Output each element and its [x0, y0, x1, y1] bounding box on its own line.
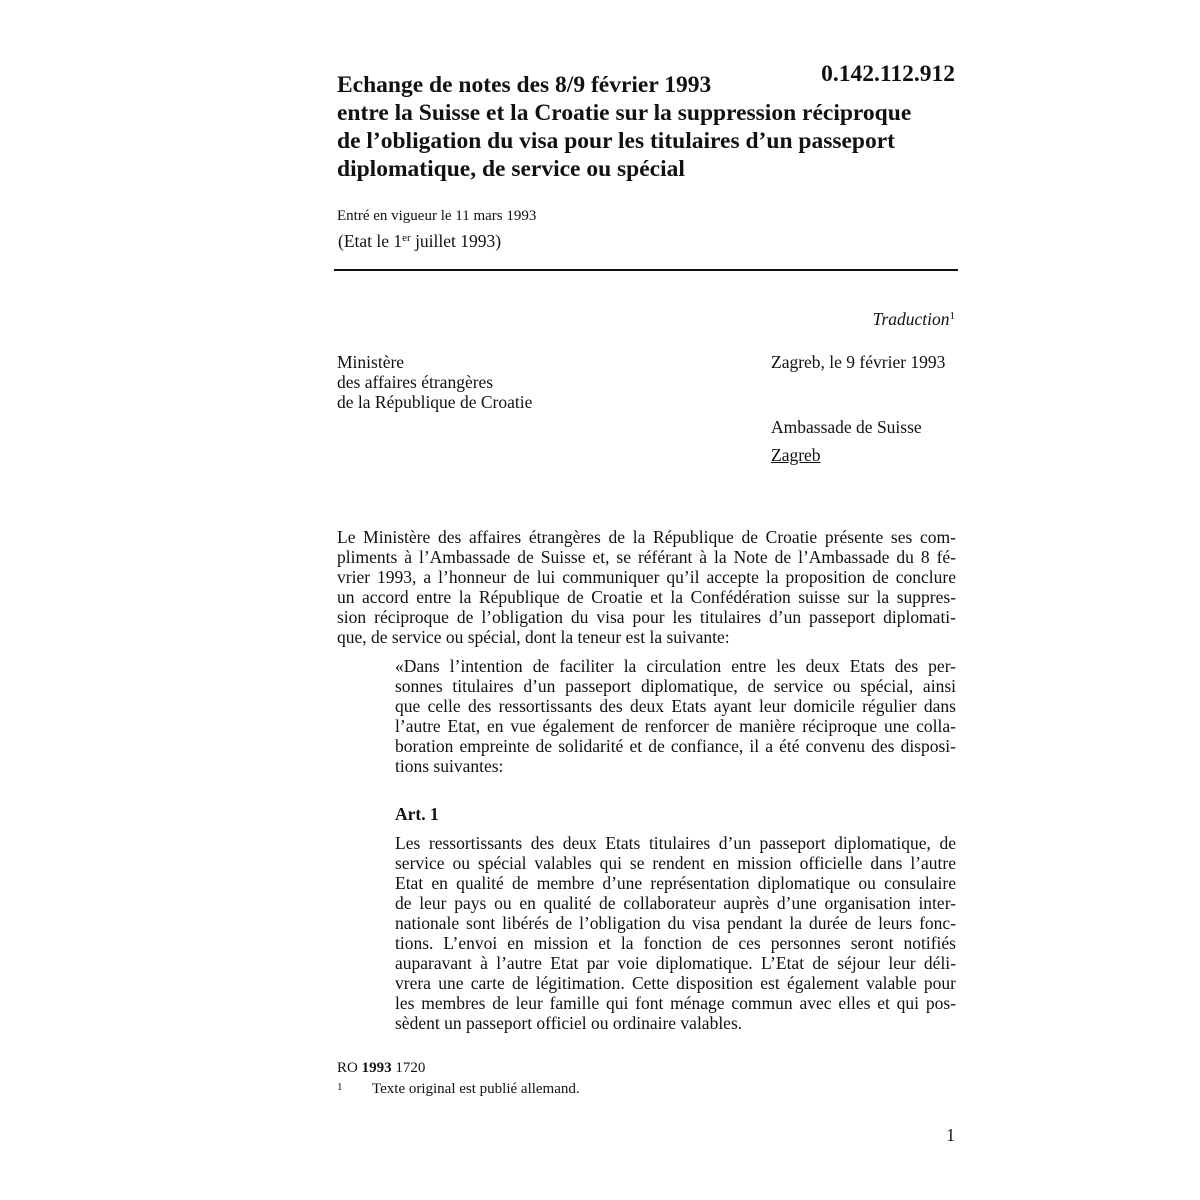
paragraph-line: Etat en qualité de membre d’une représentation diplomatique ou consulaire: [395, 873, 956, 893]
footnote-ref[interactable]: 1: [949, 310, 955, 322]
paragraph-line: Les ressortissants des deux Etats titulaires d’un passeport diplomatique, de: [395, 833, 956, 853]
title-line: de l’obligation du visa pour les titulaires d’un passeport: [337, 128, 896, 154]
paragraph-line: que, de service ou spécial, dont la teneur est la suivante:: [337, 627, 730, 647]
paragraph-line: un accord entre la République de Croatie et la Confédération suisse sur la suppres-: [337, 587, 956, 607]
translation-label: Traduction: [872, 309, 950, 329]
sender-block: [337, 352, 532, 412]
header-divider: [334, 269, 958, 271]
sender-line: des affaires étrangères: [337, 372, 494, 392]
place-date: Zagreb, le 9 février 1993: [771, 352, 946, 372]
paragraph-line: «Dans l’intention de faciliter la circulation entre les deux Etats des per-: [395, 656, 956, 676]
state-superscript: er: [402, 232, 411, 244]
ro-page: 1720: [391, 1060, 426, 1076]
paragraph-line: auparavant à l’autre Etat par voie diplomatique. L’Etat de séjour leur déli-: [395, 953, 956, 973]
paragraph-line: de leur pays ou en qualité de collaborateur auprès d’une organisation inter-: [395, 893, 956, 913]
entry-into-force: Entré en vigueur le 11 mars 1993: [337, 208, 537, 224]
footnote-text: Texte original est publié allemand.: [372, 1081, 580, 1097]
paragraph-line: sonnes titulaires d’un passeport diplomatique, de service ou spécial, ainsi: [395, 676, 956, 696]
paragraph-line: pliments à l’Ambassade de Suisse et, se référant à la Note de l’Ambassade du 8 fé-: [337, 547, 956, 567]
paragraph-line: sion réciproque de l’obligation du visa pour les titulaires d’un passeport diplomati-: [337, 607, 956, 627]
paragraph-line: vrier 1993, a l’honneur de lui communiquer qu’il accepte la proposition de conclure: [337, 567, 956, 587]
ro-year: 1993: [361, 1060, 392, 1076]
quote-paragraph: [395, 656, 956, 776]
paragraph-line: service ou spécial valables qui se rendent en mission officielle dans l’autre: [395, 853, 956, 873]
paragraph-line: tions. L’envoi en mission et la fonction de ces personnes seront notifiés: [395, 933, 956, 953]
footnote-number: 1: [337, 1081, 343, 1093]
paragraph-line: nationale sont libérés de l’obligation du visa pendant la durée de leurs fonc-: [395, 913, 956, 933]
sender-line: de la République de Croatie: [337, 392, 533, 412]
document-number: 0.142.112.912: [821, 61, 955, 87]
article-paragraph: [395, 833, 956, 1033]
ro-prefix: RO: [337, 1060, 362, 1076]
title-line: entre la Suisse et la Croatie sur la suppression réciproque: [337, 100, 912, 126]
recipient-block: [771, 413, 922, 469]
paragraph-line: tions suivantes:: [395, 756, 504, 776]
recipient-name: Ambassade de Suisse: [771, 417, 922, 437]
paragraph-line: les membres de leur famille qui font ménage commun avec elles et qui pos-: [395, 993, 956, 1013]
paragraph-line: boration empreinte de solidarité et de confiance, il a été convenu des disposi-: [395, 736, 956, 756]
intro-paragraph: [337, 527, 956, 647]
paragraph-line: l’autre Etat, en vue également de renforcer de manière réciproque une colla-: [395, 716, 956, 736]
state-date: [338, 230, 501, 252]
article-heading: Art. 1: [395, 804, 439, 824]
title-line: Echange de notes des 8/9 février 1993: [337, 72, 712, 98]
translation-note: [760, 308, 955, 330]
paragraph-line: vrera une carte de légitimation. Cette disposition est également valable pour: [395, 973, 956, 993]
paragraph-line: Le Ministère des affaires étrangères de la République de Croatie présente ses com-: [337, 527, 956, 547]
ro-reference: [337, 1059, 425, 1077]
sender-line: Ministère: [337, 352, 405, 372]
paragraph-line: sèdent un passeport officiel ou ordinaire valables.: [395, 1013, 743, 1033]
title-line: diplomatique, de service ou spécial: [337, 156, 685, 182]
paragraph-line: que celle des ressortissants des deux Etats ayant leur domicile régulier dans: [395, 696, 956, 716]
state-suffix: juillet 1993): [410, 231, 502, 251]
state-prefix: (Etat le 1: [338, 231, 403, 251]
page-number: 1: [946, 1125, 955, 1145]
recipient-city: Zagreb: [771, 445, 821, 465]
